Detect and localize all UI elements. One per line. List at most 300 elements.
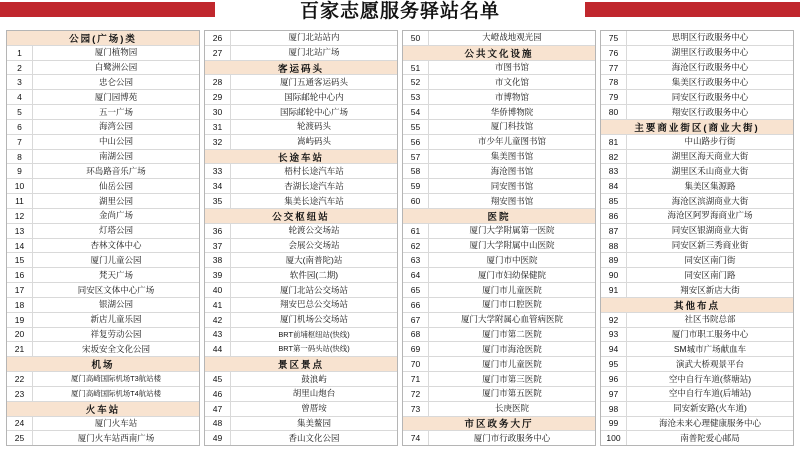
row-number: 33 [205, 164, 231, 178]
station-name: 梧村长途汽车站 [284, 165, 344, 176]
table-row [601, 46, 793, 61]
row-number: 95 [601, 357, 627, 371]
row-number: 82 [601, 150, 627, 164]
row-number: 64 [403, 268, 429, 282]
table-row [601, 268, 793, 283]
table-row [7, 120, 199, 135]
station-name: 香山文化公园 [288, 432, 340, 443]
category-header-label: 火车站 [85, 404, 121, 416]
row-number: 65 [403, 283, 429, 297]
category-header-row [7, 31, 199, 46]
table-row [601, 431, 793, 445]
row-number: 100 [601, 431, 627, 445]
table-row [403, 90, 595, 105]
table-row [403, 372, 595, 387]
row-number: 45 [205, 372, 231, 386]
station-name: 厦门市行政服务中心 [473, 432, 551, 443]
row-number: 80 [601, 105, 627, 119]
row-number: 57 [403, 150, 429, 164]
station-name: 同安新安路(火车道) [673, 403, 747, 414]
row-number: 71 [403, 372, 429, 386]
row-number: 70 [403, 357, 429, 371]
row-number: 44 [205, 342, 231, 356]
category-header-row [601, 298, 793, 313]
row-number: 32 [205, 135, 231, 149]
station-name: 厦门五通客运码头 [279, 76, 348, 87]
table-row [403, 342, 595, 357]
station-name: 海沧区滨湖商业大街 [671, 195, 749, 206]
station-name: 市文化馆 [494, 76, 529, 87]
row-number: 91 [601, 283, 627, 297]
table-row [601, 105, 793, 120]
station-name: 海沧区行政服务中心 [671, 62, 749, 73]
station-name: 翔安巴总公交场站 [279, 299, 348, 310]
table-row [601, 224, 793, 239]
row-number: 31 [205, 120, 231, 134]
table-row [205, 431, 397, 445]
table-row [601, 402, 793, 417]
row-number: 56 [403, 135, 429, 149]
station-name: 同安区新三秀商业街 [671, 240, 749, 251]
station-name: 集美长途汽车站 [284, 195, 344, 206]
table-row [7, 179, 199, 194]
row-number: 92 [601, 313, 627, 327]
row-number: 76 [601, 46, 627, 60]
station-name: 长庚医院 [494, 403, 529, 414]
table-column [204, 30, 398, 446]
station-name: 厦门市第二医院 [482, 329, 542, 340]
row-number: 5 [7, 105, 33, 119]
station-name: 厦门园博苑 [94, 91, 138, 102]
station-name: 厦门火车站西南广场 [77, 432, 155, 443]
row-number: 50 [403, 31, 429, 45]
table-row [205, 268, 397, 283]
category-header-label: 公共文化设施 [464, 48, 534, 60]
row-number: 48 [205, 417, 231, 431]
station-name: BRT第一码头站(快线) [278, 344, 350, 354]
station-name: 嵩屿码头 [296, 136, 331, 147]
table-column [600, 30, 794, 446]
station-name: 大嶝战地观光园 [482, 32, 542, 43]
station-name: 杏湖长途汽车站 [284, 180, 344, 191]
row-number: 39 [205, 268, 231, 282]
station-name: 空中自行车道(蔡塘站) [668, 373, 752, 384]
station-name: 厦门高崎国际机场T4航站楼 [71, 388, 161, 398]
table-row [403, 61, 595, 76]
station-name: 国际邮轮中心内 [284, 91, 344, 102]
station-name: 同安图书馆 [490, 180, 534, 191]
station-name: 厦门市第三医院 [482, 373, 542, 384]
category-header-row [205, 61, 397, 76]
category-header-row [7, 357, 199, 372]
table-row [601, 313, 793, 328]
table-row [205, 313, 397, 328]
table-row [403, 224, 595, 239]
row-number: 3 [7, 75, 33, 89]
table-row [7, 194, 199, 209]
row-number: 74 [403, 431, 429, 445]
station-name: 市少年儿童图书馆 [477, 136, 546, 147]
table-row [601, 61, 793, 76]
station-name: 厦门市职工服务中心 [671, 329, 749, 340]
row-number: 93 [601, 328, 627, 342]
station-name: 湖里公园 [98, 195, 133, 206]
table-row [403, 402, 595, 417]
station-name: 祥复劳动公园 [90, 329, 142, 340]
category-header-label: 长途车站 [277, 152, 324, 164]
station-name: 厦门大学附属心血管病医院 [460, 314, 563, 325]
station-name: 厦门机场公交场站 [279, 314, 348, 325]
station-name: 集美鳌园 [296, 417, 331, 428]
table-row [7, 90, 199, 105]
table-row [205, 120, 397, 135]
row-number: 8 [7, 150, 33, 164]
row-number: 12 [7, 209, 33, 223]
table-row [403, 164, 595, 179]
row-number: 87 [601, 224, 627, 238]
row-number: 34 [205, 179, 231, 193]
station-name: 厦门火车站 [94, 417, 138, 428]
station-name: 海沧区阿罗海商业广场 [667, 210, 753, 221]
row-number: 22 [7, 372, 33, 386]
station-name: 厦大(南普陀)站 [285, 254, 343, 265]
station-name: 国际邮轮中心广场 [279, 106, 348, 117]
row-number: 46 [205, 387, 231, 401]
station-name: 集美区集源路 [684, 180, 736, 191]
category-header-label: 其他布点 [673, 300, 720, 312]
table-row [205, 417, 397, 432]
station-name: 环岛路音乐广场 [86, 165, 146, 176]
table-row [601, 90, 793, 105]
row-number: 52 [403, 75, 429, 89]
row-number: 78 [601, 75, 627, 89]
table-row [205, 46, 397, 61]
station-name: BRT前埔枢纽站(快线) [278, 329, 350, 339]
row-number: 69 [403, 342, 429, 356]
table-row [7, 283, 199, 298]
station-name: 湖里区海天商业大街 [671, 151, 749, 162]
table-row [601, 328, 793, 343]
table-row [403, 387, 595, 402]
station-name: 同安区文体中心广场 [77, 284, 155, 295]
row-number: 19 [7, 313, 33, 327]
station-name: 南湖公园 [98, 151, 133, 162]
row-number: 55 [403, 120, 429, 134]
station-name: SM城市广场献血车 [673, 343, 747, 354]
category-header-label: 景区景点 [277, 360, 324, 372]
category-header-row [205, 357, 397, 372]
station-name: 同安区行政服务中心 [671, 91, 749, 102]
station-name: 银湖公园 [98, 299, 133, 310]
row-number: 43 [205, 328, 231, 342]
row-number: 40 [205, 283, 231, 297]
category-header-row [403, 209, 595, 224]
station-name: 轮渡码头 [296, 121, 331, 132]
row-number: 36 [205, 224, 231, 238]
station-name: 忠仑公园 [98, 76, 133, 87]
table-row [7, 313, 199, 328]
station-name: 厦门市中医院 [486, 254, 538, 265]
row-number: 9 [7, 164, 33, 178]
table-row [205, 253, 397, 268]
table-row [403, 268, 595, 283]
table-row [205, 179, 397, 194]
station-name: 鼓浪屿 [301, 373, 327, 384]
station-name: 胡里山炮台 [292, 388, 336, 399]
station-list-table [6, 30, 794, 446]
table-row [403, 105, 595, 120]
row-number: 35 [205, 194, 231, 208]
station-name: 翔安区行政服务中心 [671, 106, 749, 117]
station-name: 厦门北站站内 [288, 32, 340, 43]
table-row [7, 164, 199, 179]
row-number: 59 [403, 179, 429, 193]
station-name: 梵天广场 [98, 269, 133, 280]
station-name: 海沧未来心理健康服务中心 [658, 417, 761, 428]
table-row [205, 372, 397, 387]
table-row [403, 357, 595, 372]
row-number: 73 [403, 402, 429, 416]
row-number: 41 [205, 298, 231, 312]
station-name: 翔安区新店大街 [680, 284, 740, 295]
row-number: 28 [205, 75, 231, 89]
table-row [403, 194, 595, 209]
table-row [7, 150, 199, 165]
row-number: 66 [403, 298, 429, 312]
row-number: 2 [7, 61, 33, 75]
row-number: 99 [601, 417, 627, 431]
table-row [403, 253, 595, 268]
row-number: 47 [205, 402, 231, 416]
station-name: 厦门市口腔医院 [482, 299, 542, 310]
category-header-label: 主要商业街区(商业大街) [634, 122, 760, 134]
table-row [205, 90, 397, 105]
table-row [7, 268, 199, 283]
row-number: 63 [403, 253, 429, 267]
table-row [205, 239, 397, 254]
table-row [205, 342, 397, 357]
row-number: 6 [7, 120, 33, 134]
table-row [601, 209, 793, 224]
row-number: 4 [7, 90, 33, 104]
category-header-row [7, 402, 199, 417]
table-column [402, 30, 596, 446]
station-name: 厦门科技馆 [490, 121, 534, 132]
row-number: 16 [7, 268, 33, 282]
table-row [7, 372, 199, 387]
category-header-row [205, 209, 397, 224]
station-name: 同安区南门路 [684, 269, 736, 280]
table-row [403, 31, 595, 46]
table-row [403, 298, 595, 313]
row-number: 42 [205, 313, 231, 327]
table-row [601, 150, 793, 165]
table-row [7, 224, 199, 239]
station-name: 灯塔公园 [98, 225, 133, 236]
table-row [601, 357, 793, 372]
row-number: 17 [7, 283, 33, 297]
table-row [601, 31, 793, 46]
station-name: 厦门北站公交场站 [279, 284, 348, 295]
station-name: 翔安图书馆 [490, 195, 534, 206]
table-row [601, 194, 793, 209]
row-number: 38 [205, 253, 231, 267]
row-number: 30 [205, 105, 231, 119]
category-header-row [403, 46, 595, 61]
row-number: 37 [205, 239, 231, 253]
row-number: 97 [601, 387, 627, 401]
station-name: 厦门大学附属中山医院 [469, 240, 555, 251]
station-name: 厦门市第五医院 [482, 388, 542, 399]
station-name: 五一广场 [98, 106, 133, 117]
station-name: 软件园(二期) [289, 269, 339, 280]
table-row [205, 75, 397, 90]
category-header-label: 机场 [91, 360, 115, 372]
category-header-row [403, 417, 595, 432]
row-number: 77 [601, 61, 627, 75]
table-row [205, 105, 397, 120]
table-row [601, 75, 793, 90]
row-number: 24 [7, 417, 33, 431]
station-name: 厦门植物园 [94, 47, 138, 58]
station-name: 海湾公园 [98, 121, 133, 132]
table-row [205, 402, 397, 417]
table-row [601, 372, 793, 387]
row-number: 60 [403, 194, 429, 208]
row-number: 79 [601, 90, 627, 104]
station-name: 曾厝垵 [301, 403, 327, 414]
station-name: 空中自行车道(后埔站) [668, 388, 752, 399]
row-number: 90 [601, 268, 627, 282]
station-name: 中山公园 [98, 136, 133, 147]
table-row [7, 75, 199, 90]
row-number: 13 [7, 224, 33, 238]
table-row [205, 194, 397, 209]
station-name: 厦门市儿童医院 [482, 358, 542, 369]
category-header-label: 公园(广场)类 [69, 33, 137, 45]
category-header-row [601, 120, 793, 135]
row-number: 81 [601, 135, 627, 149]
row-number: 29 [205, 90, 231, 104]
station-name: 厦门大学附属第一医院 [469, 225, 555, 236]
station-name: 同安区南门街 [684, 254, 736, 265]
table-row [601, 283, 793, 298]
station-name: 会展公交场站 [288, 240, 340, 251]
table-row [601, 135, 793, 150]
row-number: 58 [403, 164, 429, 178]
row-number: 75 [601, 31, 627, 45]
category-header-label: 客运码头 [277, 63, 324, 75]
row-number: 67 [403, 313, 429, 327]
table-column [6, 30, 200, 446]
table-row [403, 283, 595, 298]
table-row [7, 61, 199, 76]
station-name: 厦门儿童公园 [90, 254, 142, 265]
table-row [205, 283, 397, 298]
station-name: 轮渡公交场站 [288, 225, 340, 236]
row-number: 88 [601, 239, 627, 253]
row-number: 61 [403, 224, 429, 238]
table-row [205, 135, 397, 150]
station-name: 同安区银湖商业大街 [671, 225, 749, 236]
station-name: 杏林文体中心 [90, 240, 142, 251]
table-row [205, 164, 397, 179]
table-row [403, 239, 595, 254]
row-number: 89 [601, 253, 627, 267]
table-row [601, 342, 793, 357]
row-number: 7 [7, 135, 33, 149]
row-number: 86 [601, 209, 627, 223]
row-number: 85 [601, 194, 627, 208]
table-row [205, 31, 397, 46]
station-name: 集美图书馆 [490, 151, 534, 162]
table-row [7, 342, 199, 357]
row-number: 72 [403, 387, 429, 401]
table-row [7, 387, 199, 402]
table-row [7, 239, 199, 254]
table-row [205, 387, 397, 402]
station-name: 厦门市海沧医院 [482, 343, 542, 354]
row-number: 62 [403, 239, 429, 253]
station-name: 华侨博物院 [490, 106, 534, 117]
station-name: 白鹭洲公园 [94, 62, 138, 73]
row-number: 23 [7, 387, 33, 401]
row-number: 18 [7, 298, 33, 312]
row-number: 53 [403, 90, 429, 104]
station-name: 中山路步行街 [684, 136, 736, 147]
table-row [7, 298, 199, 313]
station-name: 宋坂安全文化公园 [81, 343, 150, 354]
table-row [601, 387, 793, 402]
row-number: 98 [601, 402, 627, 416]
table-row [403, 150, 595, 165]
row-number: 51 [403, 61, 429, 75]
table-row [7, 328, 199, 343]
station-name: 新店儿童乐园 [90, 314, 142, 325]
table-row [601, 239, 793, 254]
row-number: 20 [7, 328, 33, 342]
row-number: 25 [7, 431, 33, 445]
station-name: 厦门高崎国际机场T3航站楼 [71, 374, 161, 384]
category-header-row [205, 150, 397, 165]
table-row [403, 75, 595, 90]
station-name: 金尚广场 [98, 210, 133, 221]
station-name: 厦门北站广场 [288, 47, 340, 58]
page-title: 百家志愿服务驿站名单 [299, 1, 500, 22]
station-name: 演武大桥观景平台 [675, 358, 744, 369]
row-number: 26 [205, 31, 231, 45]
station-name: 仙岳公园 [98, 180, 133, 191]
row-number: 49 [205, 431, 231, 445]
table-row [403, 313, 595, 328]
table-row [205, 224, 397, 239]
station-name: 社区书院总部 [684, 314, 736, 325]
table-row [7, 431, 199, 445]
category-header-label: 市区政务大厅 [464, 419, 534, 431]
station-name: 湖里区禾山商业大街 [671, 165, 749, 176]
row-number: 21 [7, 342, 33, 356]
table-row [601, 253, 793, 268]
table-row [601, 179, 793, 194]
table-row [601, 164, 793, 179]
station-name: 集美区行政服务中心 [671, 76, 749, 87]
row-number: 11 [7, 194, 33, 208]
row-number: 54 [403, 105, 429, 119]
table-row [7, 135, 199, 150]
row-number: 1 [7, 46, 33, 60]
row-number: 68 [403, 328, 429, 342]
station-name: 市博物馆 [494, 91, 529, 102]
